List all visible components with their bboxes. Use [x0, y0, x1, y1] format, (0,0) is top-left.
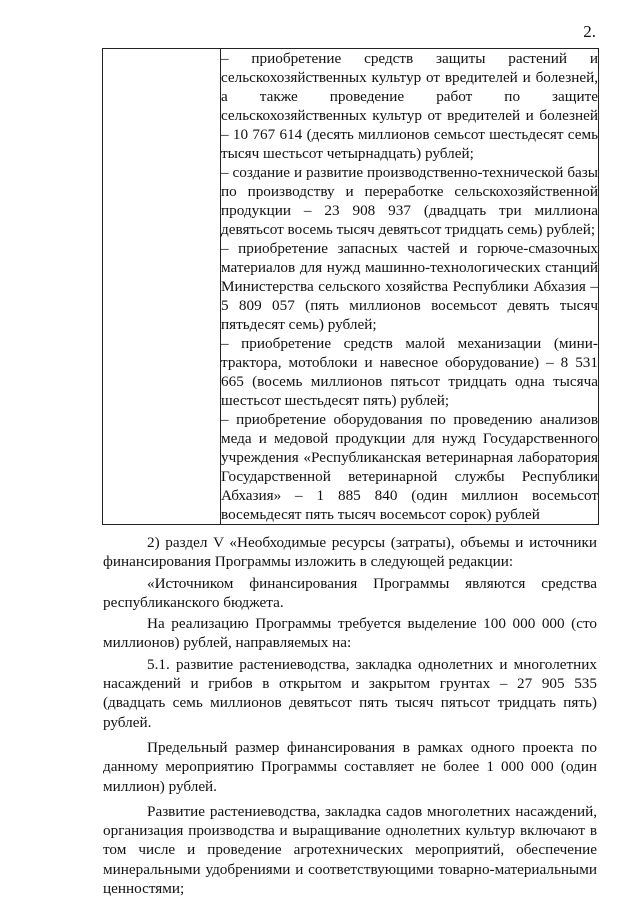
list-item: – приобретение запасных частей и горюче-смазочных материалов для нужд машинно-технологических станций Министерства сельского хозяйства Республики Абхазия – 5 809 057 (пять миллионов восемьсот девять тысяч пятьдесят семь) рублей;	[221, 240, 598, 333]
list-item: – создание и развитие производственно-технической базы по производству и переработке сельскохозяйственной продукции – 23 908 937 (двадцать три миллиона девятьсот восемь тысяч девятьсот тридцать семь) рублей;	[221, 164, 598, 238]
body-text	[103, 533, 597, 900]
list-item: – приобретение средств защиты растений и сельскохозяйственных культур от вредителей и болезней, а также проведение работ по защите сельскохозяйственных культур от вредителей и болезней – 10 767 614 (десять миллионов семьсот шестьдесят семь тысяч шестьсот четырнадцать) рублей;	[221, 50, 598, 162]
paragraph: «Источником финансирования Программы являются средства республиканского бюджета.	[103, 574, 597, 611]
list-item: – приобретение средств малой механизации (мини-трактора, мотоблоки и навесное оборудование) – 8 531 665 (восемь миллионов пятьсот тридцать одна тысяча шестьсот шестьдесят пять) рублей;	[221, 335, 598, 409]
paragraph: Развитие растениеводства, закладка садов многолетних насаждений, организация производства и выращивание однолетних культур включают в том числе и проведение агротехнических мероприятий, обеспечение минеральными удобрениями и соответствующими товарно-материальными ценностями;	[103, 802, 597, 898]
list-item: – приобретение оборудования по проведению анализов меда и медовой продукции для нужд Государственного учреждения «Республиканская ветеринарная лаборатория Государственной ветеринарной службы Республики Абхазия» – 1 885 840 (один миллион восемьсот восемьдесят пять тысяч восемьсот сорок) рублей	[221, 411, 598, 523]
funding-table	[102, 48, 599, 525]
paragraph: На реализацию Программы требуется выделение 100 000 000 (сто миллионов) рублей, направляемых на:	[103, 615, 597, 652]
paragraph: 5.1. развитие растениеводства, закладка однолетних и многолетних насаждений и грибов в открытом и закрытом грунтах – 27 905 535 (двадцать семь миллионов девятьсот пять тысяч пятьсот тридцать пять) рублей.	[103, 655, 597, 731]
table-content-cell	[221, 49, 599, 525]
paragraph: 2) раздел V «Необходимые ресурсы (затраты), объемы и источники финансирования Программы изложить в следующей редакции:	[103, 534, 597, 571]
paragraph: Предельный размер финансирования в рамках одного проекта по данному мероприятию Программы составляет не более 1 000 000 (один миллион) рублей.	[103, 738, 597, 795]
page-number: 2.	[583, 22, 596, 41]
table-empty-cell	[103, 49, 221, 525]
table-row	[103, 49, 599, 525]
